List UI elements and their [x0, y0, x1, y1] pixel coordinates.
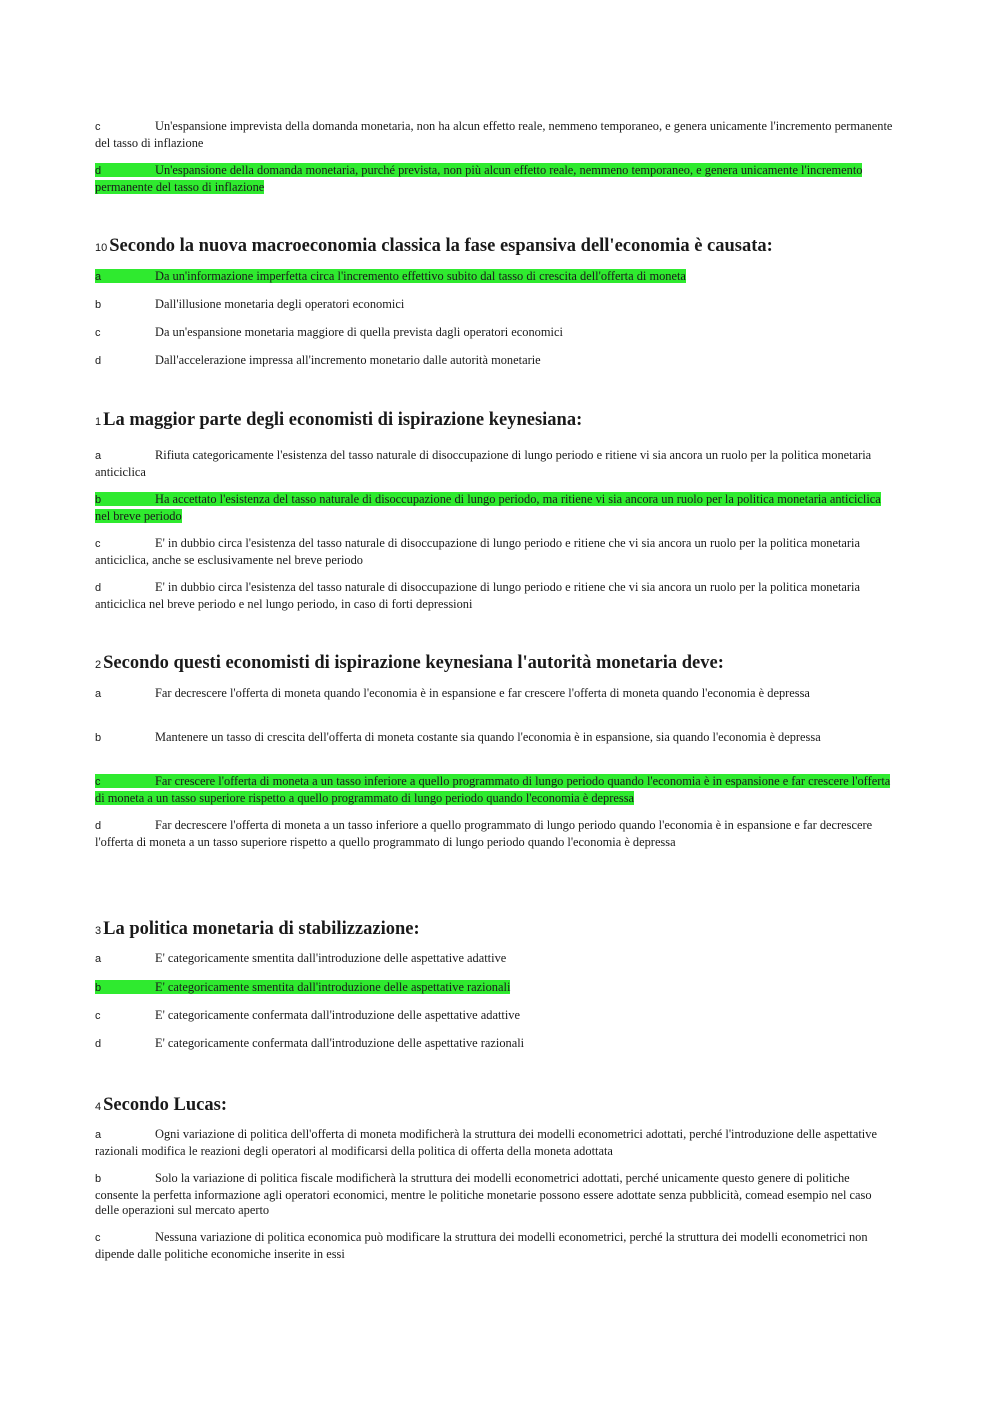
question-text: La politica monetaria di stabilizzazione:: [103, 919, 420, 939]
q4-option-c[interactable]: [95, 1230, 895, 1262]
question-text: Secondo Lucas:: [103, 1095, 227, 1115]
q3-option-a[interactable]: [95, 951, 895, 968]
option-letter: c: [95, 1010, 101, 1022]
option-letter: c: [95, 121, 101, 133]
option-letter: d: [95, 1038, 102, 1050]
q10-option-d[interactable]: [95, 353, 895, 370]
option-letter: d: [95, 582, 102, 594]
question-title: [95, 235, 915, 259]
option-text: E' categoricamente confermata dall'introduzione delle aspettative adattive: [155, 1008, 520, 1022]
option-text: Da un'informazione imperfetta circa l'incremento effettivo subito dal tasso di crescita dell'offerta di moneta: [155, 269, 686, 283]
option-text: E' categoricamente confermata dall'introduzione delle aspettative razionali: [155, 1036, 525, 1050]
q10-option-a-correct[interactable]: [95, 269, 895, 286]
option-text: E' in dubbio circa l'esistenza del tasso naturale di disoccupazione di lungo periodo e ritiene che vi sia ancora un ruolo per la politica monetaria anticiclica, anche se esclusivamente nel breve periodo: [95, 536, 860, 567]
question-title: [95, 1094, 915, 1118]
option-letter: b: [95, 299, 102, 311]
q9-option-c[interactable]: [95, 119, 895, 151]
q1-option-b-correct[interactable]: [95, 492, 895, 524]
option-letter: b: [95, 1173, 102, 1185]
option-text: Nessuna variazione di politica economica può modificare la struttura dei modelli econometrici, perché la struttura dei modelli econometrici non dipende dalle politiche economiche inserite in essi: [95, 1230, 868, 1261]
question-number: 2: [95, 659, 102, 671]
q3-option-d[interactable]: [95, 1036, 895, 1053]
option-letter: c: [95, 1232, 101, 1244]
option-letter: c: [95, 776, 101, 788]
option-letter: d: [95, 355, 102, 367]
question-text: Secondo la nuova macroeconomia classica la fase espansiva dell'economia è causata:: [109, 236, 773, 256]
q10-option-b[interactable]: [95, 297, 895, 314]
option-text: Dall'illusione monetaria degli operatori economici: [155, 297, 405, 311]
option-letter: a: [95, 953, 102, 965]
question-title: [95, 409, 915, 433]
option-text: Far crescere l'offerta di moneta a un tasso inferiore a quello programmato di lungo periodo quando l'economia è in espansione e far crescere l'offerta di moneta a un tasso superiore rispetto a quello programmato di lungo periodo quando l'economia è depressa: [95, 774, 891, 805]
q2-option-d[interactable]: [95, 818, 895, 850]
q2-option-b[interactable]: [95, 730, 895, 747]
option-text: Un'espansione della domanda monetaria, purché prevista, non più alcun effetto reale, nemmeno temporaneo, e genera unicamente l'incremento permanente del tasso di inflazione: [95, 163, 863, 194]
option-text: Ogni variazione di politica dell'offerta di moneta modificherà la struttura dei modelli econometrici adottati, perché l'introduzione delle aspettative razionali modifica le reazioni degli operatori al modificarsi della politica di offerta della moneta adottata: [95, 1127, 877, 1158]
option-letter: b: [95, 732, 102, 744]
question-title: [95, 918, 915, 942]
q2-option-c-correct[interactable]: [95, 774, 895, 806]
option-text: Un'espansione imprevista della domanda monetaria, non ha alcun effetto reale, nemmeno temporaneo, e genera unicamente l'incremento permanente del tasso di inflazione: [95, 119, 893, 150]
q1-option-a[interactable]: [95, 448, 895, 480]
q4-option-a[interactable]: [95, 1127, 895, 1159]
q1-option-d[interactable]: [95, 580, 895, 612]
option-text: E' in dubbio circa l'esistenza del tasso naturale di disoccupazione di lungo periodo e ritiene che vi sia ancora un ruolo per la politica monetaria anticiclica nel breve periodo e nel lungo periodo, in caso di forti depressioni: [95, 580, 860, 611]
option-text: Mantenere un tasso di crescita dell'offerta di moneta costante sia quando l'economia è in espansione, sia quando l'economia è depressa: [155, 730, 821, 744]
question-number: 1: [95, 416, 102, 428]
option-letter: b: [95, 494, 102, 506]
option-letter: a: [95, 688, 102, 700]
option-letter: c: [95, 538, 101, 550]
option-text: E' categoricamente smentita dall'introduzione delle aspettative adattive: [155, 951, 507, 965]
question-number: 4: [95, 1101, 102, 1113]
option-letter: c: [95, 327, 101, 339]
option-text: Da un'espansione monetaria maggiore di quella prevista dagli operatori economici: [155, 325, 563, 339]
question-title: [95, 652, 915, 676]
option-text: Solo la variazione di politica fiscale modificherà la struttura dei modelli econometrici adottati, perché unicamente questo genere di politiche consente la perfetta informazione agli operatori economici, mentre le politiche monetarie possono essere adottate senza pubblicità, comead esempio nel caso delle operazioni sul mercato aperto: [95, 1171, 872, 1217]
option-letter: d: [95, 820, 102, 832]
option-letter: a: [95, 271, 102, 283]
q9-option-d-correct[interactable]: [95, 163, 895, 195]
q3-option-c[interactable]: [95, 1008, 895, 1025]
option-letter: a: [95, 450, 102, 462]
option-letter: d: [95, 165, 102, 177]
option-letter: a: [95, 1129, 102, 1141]
option-text: Ha accettato l'esistenza del tasso naturale di disoccupazione di lungo periodo, ma ritiene vi sia ancora un ruolo per la politica monetaria anticiclica nel breve periodo: [95, 492, 881, 523]
question-text: La maggior parte degli economisti di ispirazione keynesiana:: [103, 410, 583, 430]
question-number: 10: [95, 242, 108, 254]
option-letter: b: [95, 982, 102, 994]
option-text: Far decrescere l'offerta di moneta a un tasso inferiore a quello programmato di lungo periodo quando l'economia è in espansione e far decrescere l'offerta di moneta a un tasso superiore rispetto a quello programmato di lungo periodo quando l'economia è depressa: [95, 818, 873, 849]
q2-option-a[interactable]: [95, 686, 895, 703]
q3-option-b-correct[interactable]: [95, 980, 895, 997]
question-text: Secondo questi economisti di ispirazione keynesiana l'autorità monetaria deve:: [103, 653, 724, 673]
option-text: Dall'accelerazione impressa all'incremento monetario dalle autorità monetarie: [155, 353, 541, 367]
option-text: Rifiuta categoricamente l'esistenza del tasso naturale di disoccupazione di lungo periodo e ritiene vi sia ancora un ruolo per la politica monetaria anticiclica: [95, 448, 872, 479]
option-text: Far decrescere l'offerta di moneta quando l'economia è in espansione e far crescere l'offerta di moneta quando l'economia è depressa: [155, 686, 810, 700]
question-number: 3: [95, 925, 102, 937]
option-text: E' categoricamente smentita dall'introduzione delle aspettative razionali: [155, 980, 511, 994]
q4-option-b[interactable]: [95, 1171, 895, 1219]
q10-option-c[interactable]: [95, 325, 895, 342]
q1-option-c[interactable]: [95, 536, 895, 568]
